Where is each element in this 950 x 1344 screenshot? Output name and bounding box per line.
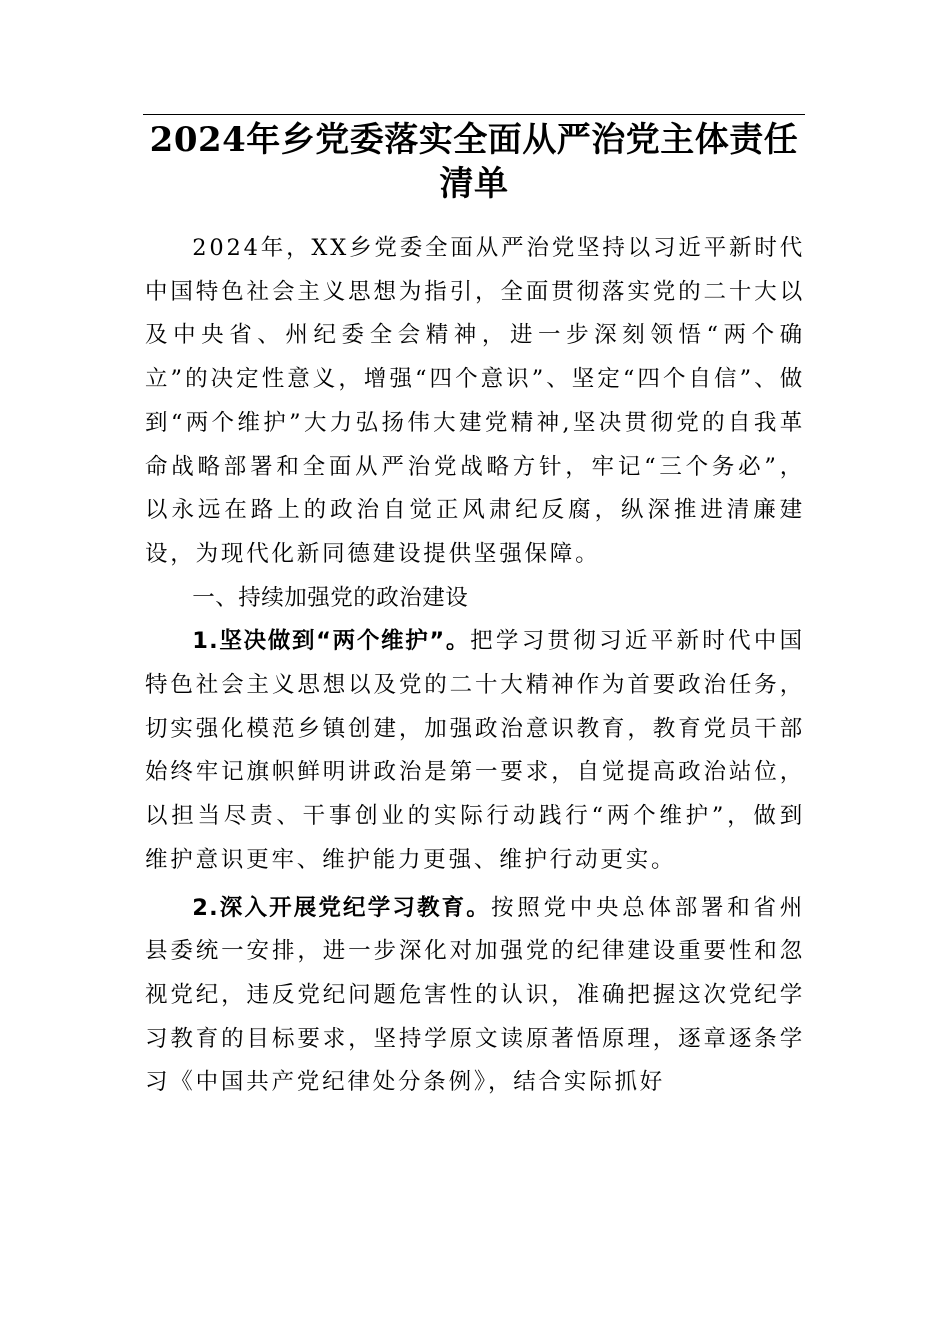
header-rule	[143, 114, 805, 115]
item-lead-1: 1.坚决做到“两个维护”。	[192, 628, 471, 655]
document-title	[143, 118, 805, 206]
item-text-2: 按照党中央总体部署和省州县委统一安排，进一步深化对加强党的纪律建设重要性和忽视党纪，违反党纪问题危害性的认识，准确把握这次党纪学习教育的目标要求，坚持学原文读原著悟原理，逐章逐条学习《中国共产党纪律处分条例》，结合实际抓好	[145, 894, 805, 1096]
title-line-1: 2024年乡党委落实全面从严治党主体责任	[149, 120, 799, 160]
item-text-1: 把学习贯彻习近平新时代中国特色社会主义思想以及党的二十大精神作为首要政治任务，切实强化模范乡镇创建，加强政治意识教育，教育党员干部始终牢记旗帜鲜明讲政治是第一要求，自觉提高政治站位，以担当尽责、干事创业的实际行动践行“两个维护”，做到维护意识更牢、维护能力更强、维护行动更实。	[145, 628, 805, 873]
list-item	[145, 620, 805, 882]
title-line-2: 清单	[439, 164, 509, 204]
document-body	[145, 227, 805, 1105]
list-item	[145, 887, 805, 1106]
section-heading-1: 一、持续加强党的政治建设	[192, 584, 469, 611]
item-lead-2: 2.深入开展党纪学习教育。	[192, 894, 491, 921]
intro-paragraph: 2024年，XX乡党委全面从严治党坚持以习近平新时代中国特色社会主义思想为指引，全面贯彻落实党的二十大以及中央省、州纪委全会精神，进一步深刻领悟“两个确立”的决定性意义，增强“四个意识”、坚定“四个自信”、做到“两个维护”大力弘扬伟大建党精神,坚决贯彻党的自我革命战略部署和全面从严治党战略方针，牢记“三个务必”，以永远在路上的政治自觉正风肃纪反腐，纵深推进清廉建设，为现代化新同德建设提供坚强保障。	[145, 235, 805, 567]
